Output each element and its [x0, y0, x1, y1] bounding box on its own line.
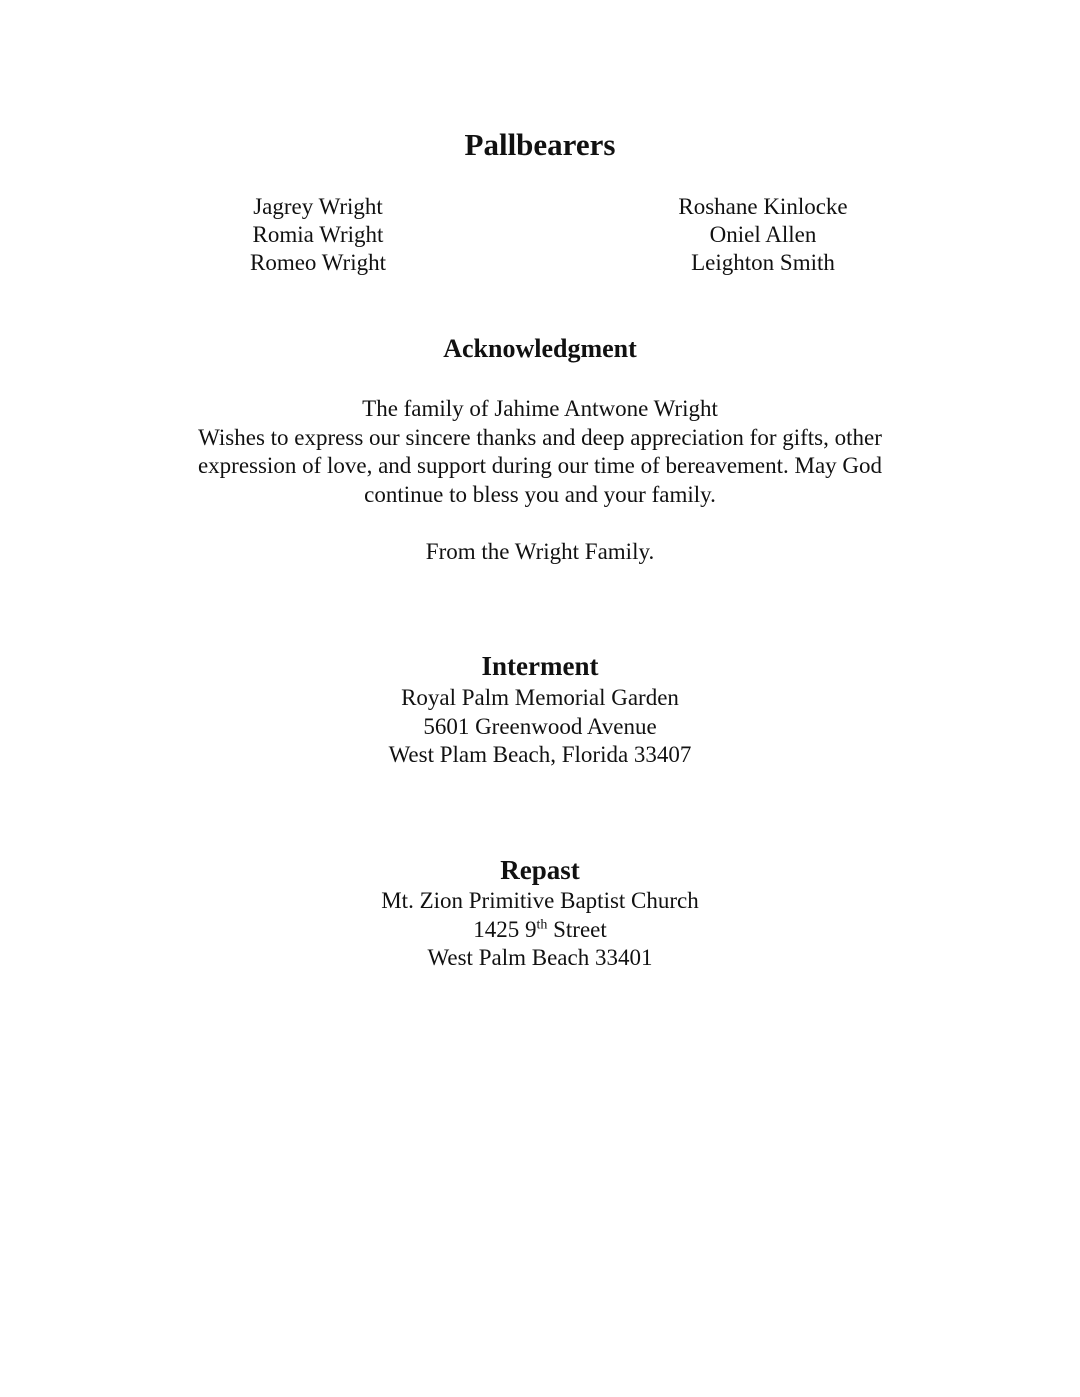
repast-address: [0, 887, 1080, 973]
pallbearer-name: Roshane Kinlocke: [678, 194, 848, 219]
pallbearers-right-column: [613, 193, 913, 277]
interment-address: [0, 684, 1080, 770]
acknowledgment-line: expression of love, and support during our time of bereavement. May God: [197, 453, 883, 478]
pallbearer-name: Romia Wright: [252, 222, 384, 247]
interment-heading: Interment: [481, 651, 599, 681]
pallbearer-name: Romeo Wright: [249, 250, 386, 275]
pallbearers-left-column: [168, 193, 468, 277]
interment-street: 5601 Greenwood Avenue: [423, 713, 657, 739]
pallbearer-name: Oniel Allen: [709, 222, 817, 247]
repast-street: [0, 916, 1080, 945]
interment-place: Royal Palm Memorial Garden: [401, 685, 679, 710]
interment-city: West Plam Beach, Florida 33407: [388, 742, 692, 767]
repast-city: West Palm Beach 33401: [427, 945, 653, 970]
repast-place: Mt. Zion Primitive Baptist Church: [381, 888, 699, 913]
repast-street-number: 1425 9: [473, 916, 537, 942]
pallbearers-heading: Pallbearers: [464, 127, 616, 162]
pallbearer-name: Leighton Smith: [691, 250, 835, 275]
repast-heading: Repast: [500, 855, 580, 885]
pallbearer-name: Jagrey Wright: [253, 194, 383, 219]
acknowledgment-line: Wishes to express our sincere thanks and deep appreciation for gifts, other: [198, 424, 882, 450]
acknowledgment-line: The family of Jahime Antwone Wright: [362, 396, 718, 421]
acknowledgment-text: [0, 395, 1080, 509]
acknowledgment-heading: Acknowledgment: [443, 334, 637, 363]
acknowledgment-line: continue to bless you and your family.: [364, 481, 716, 507]
acknowledgment-signoff: From the Wright Family.: [425, 539, 655, 564]
repast-street-name: Street: [547, 916, 607, 942]
repast-street-suffix: th: [536, 916, 548, 932]
